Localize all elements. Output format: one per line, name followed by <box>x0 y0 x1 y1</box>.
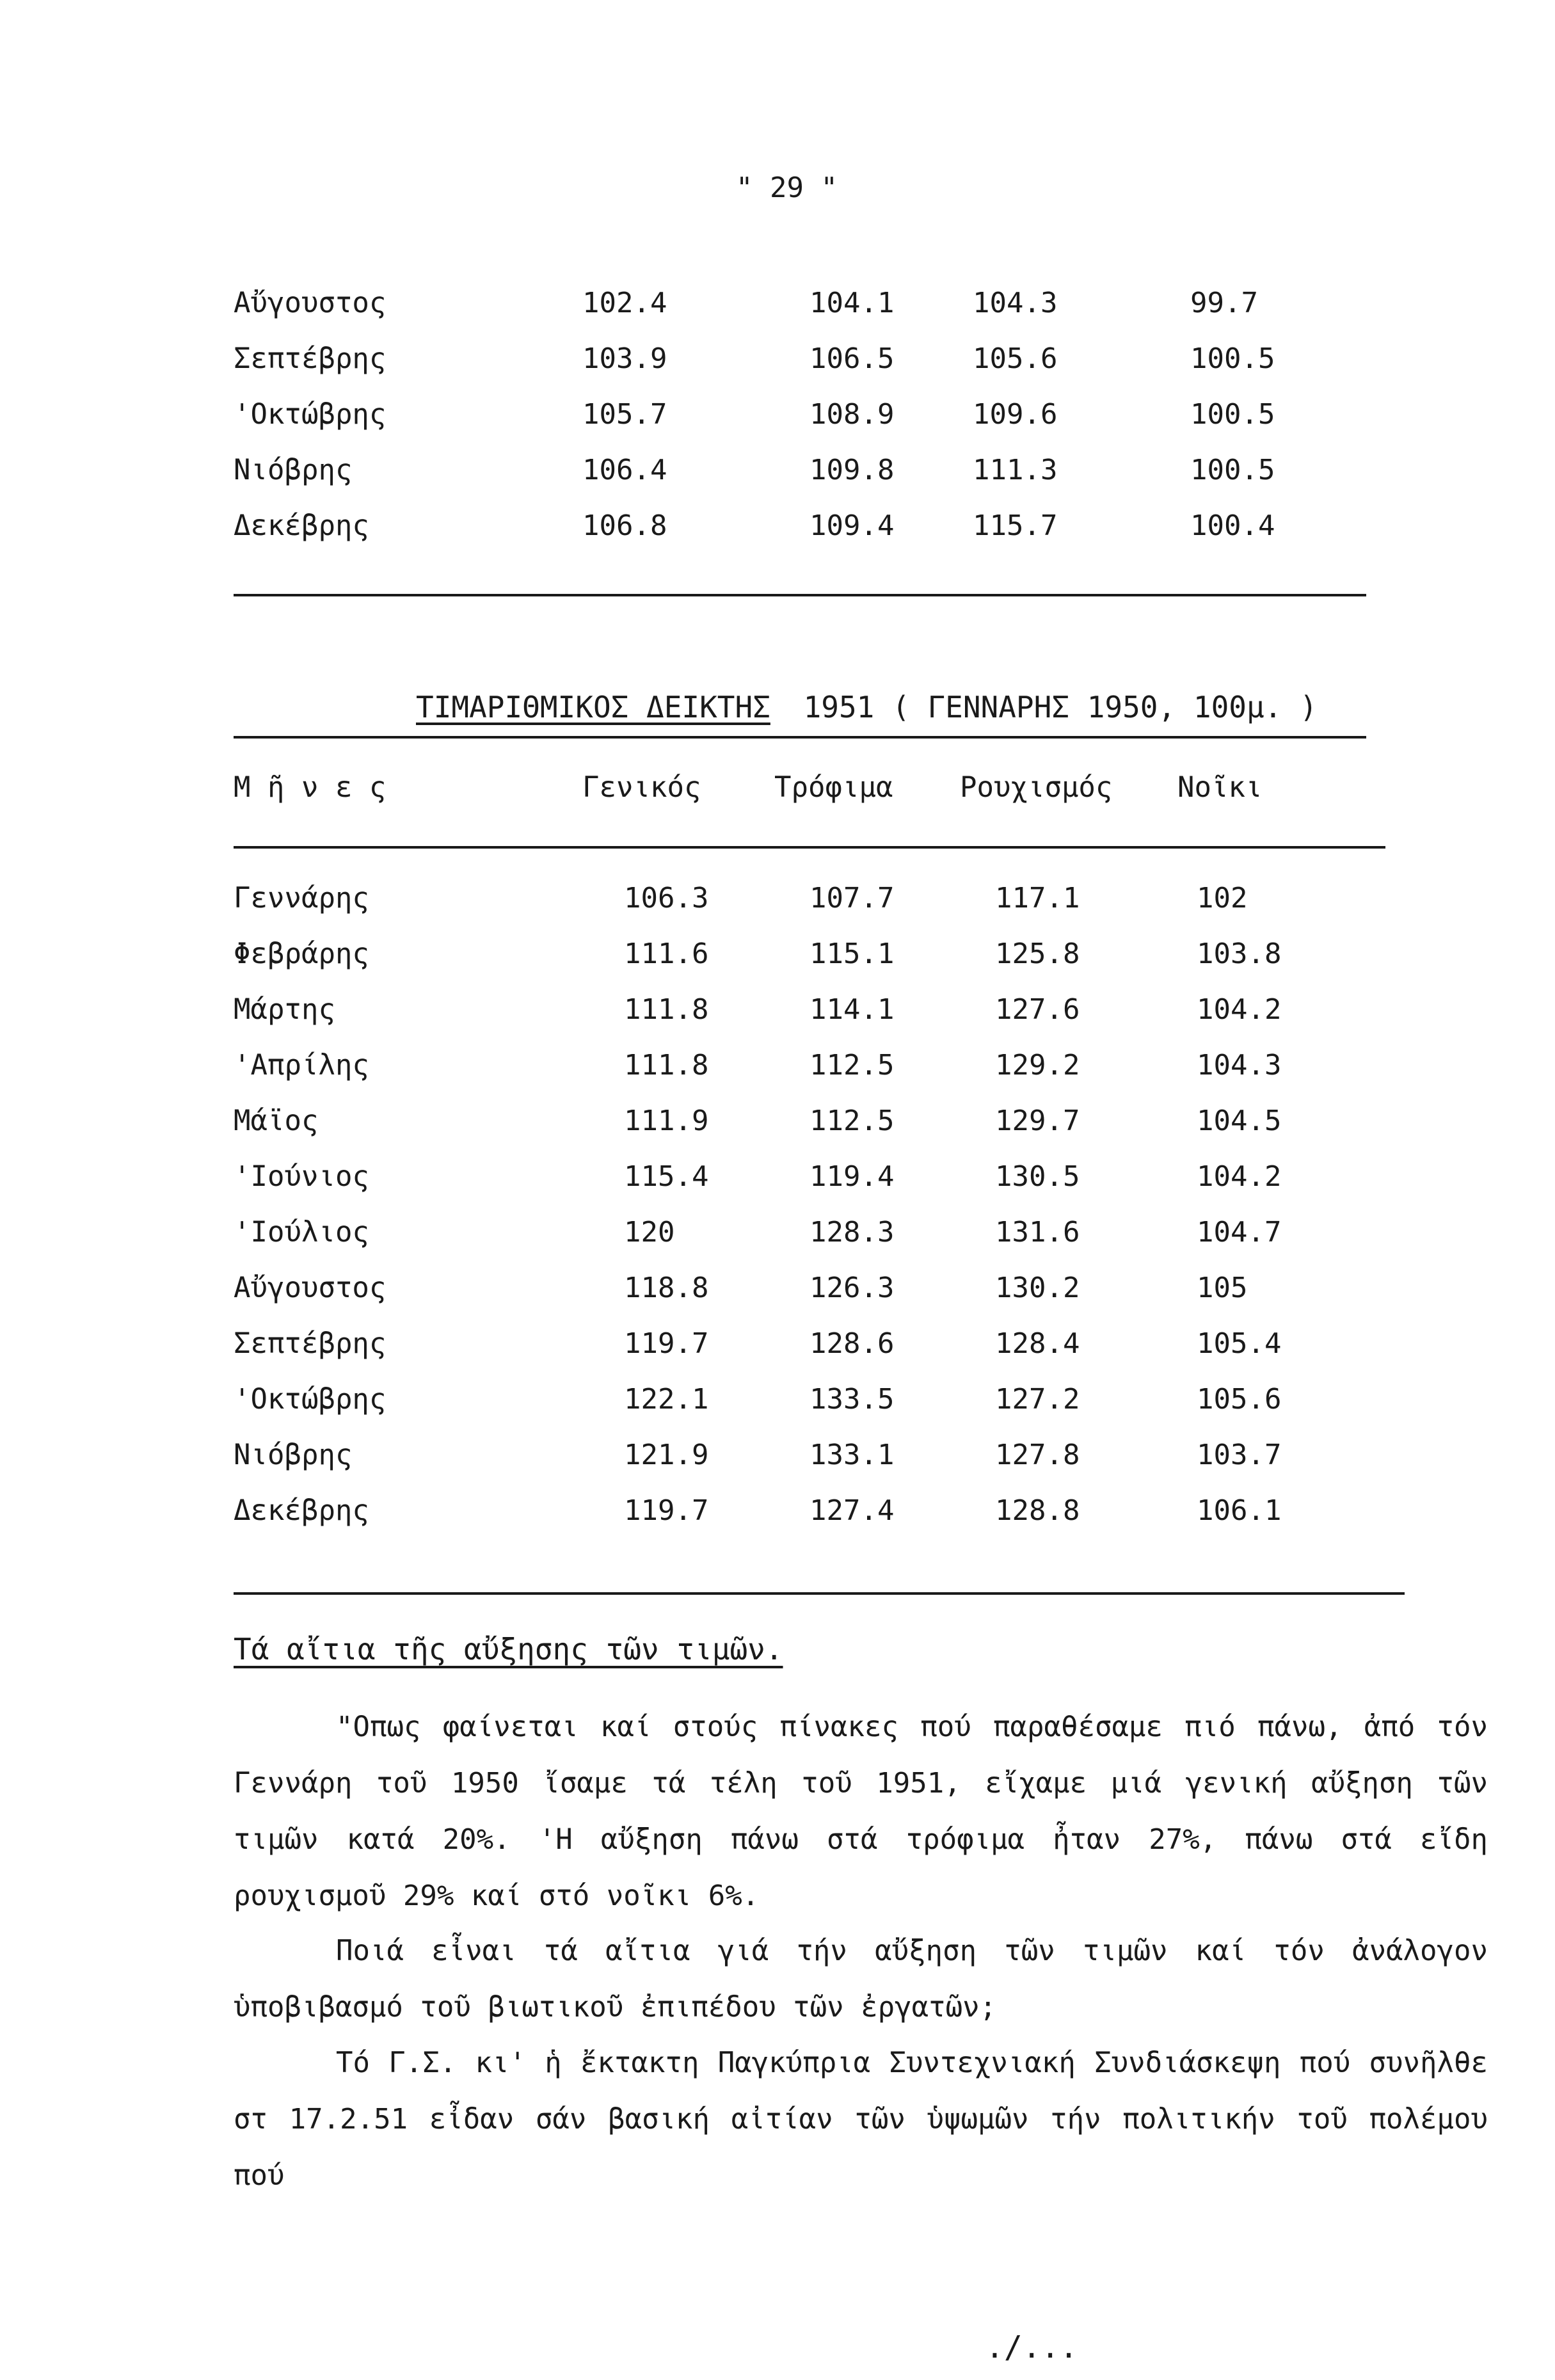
table-title <box>416 690 1318 724</box>
table-rule <box>234 594 1366 596</box>
value-cell: 130.2 <box>995 1272 1080 1304</box>
value-cell: 99.7 <box>1190 287 1258 319</box>
value-cell: 111.3 <box>973 454 1058 486</box>
value-cell: 112.5 <box>809 1049 895 1082</box>
value-cell: 105 <box>1197 1272 1248 1304</box>
month-cell: 'Ιούνιος <box>234 1160 369 1193</box>
month-cell: Μάρτης <box>234 993 335 1026</box>
month-cell: 'Οκτώβρης <box>234 398 387 431</box>
value-cell: 105.4 <box>1197 1327 1282 1360</box>
value-cell: 129.7 <box>995 1105 1080 1137</box>
value-cell: 111.8 <box>624 993 709 1026</box>
month-cell: Αὔγουστος <box>234 287 387 319</box>
value-cell: 106.3 <box>624 882 709 914</box>
value-cell: 119.4 <box>809 1160 895 1193</box>
month-cell: Σεπτέβρης <box>234 1327 387 1360</box>
value-cell: 102 <box>1197 882 1248 914</box>
value-cell: 119.7 <box>624 1494 709 1527</box>
value-cell: 112.5 <box>809 1105 895 1137</box>
header-general: Γενικός <box>582 771 701 804</box>
value-cell: 127.4 <box>809 1494 895 1527</box>
paragraph: Ποιά εἶναι τά αἴτια γιά τήν αὔξηση τῶν τιμῶν καί τόν ἀνάλογον ὑποβιβασμό τοῦ βιωτικοῦ ἐπιπέδου τῶν ἐργατῶν; <box>234 1935 1488 2024</box>
value-cell: 106.4 <box>582 454 667 486</box>
paragraph: "Οπως φαίνεται καί στούς πίνακες πού παραθέσαμε πιό πάνω, ἀπό τόν Γεννάρη τοῦ 1950 ἴσαμε τά τέλη τοῦ 1951, εἴχαμε μιά γενική αὔξηση τῶν τιμῶν κατά 20%. 'Η αὔξηση πάνω στά τρόφιμα ἦταν 27%, πάνω στά εἴδη ρουχισμοῦ 29% καί στό νοῖκι 6%. <box>234 1711 1488 1912</box>
value-cell: 104.1 <box>809 287 895 319</box>
value-cell: 115.7 <box>973 509 1058 542</box>
value-cell: 106.8 <box>582 509 667 542</box>
value-cell: 133.1 <box>809 1439 895 1471</box>
value-cell: 106.1 <box>1197 1494 1282 1527</box>
value-cell: 104.2 <box>1197 993 1282 1026</box>
header-food: Τρόφιμα <box>774 771 893 804</box>
value-cell: 119.7 <box>624 1327 709 1360</box>
value-cell: 111.9 <box>624 1105 709 1137</box>
value-cell: 115.4 <box>624 1160 709 1193</box>
month-cell: Νιόβρης <box>234 1439 353 1471</box>
value-cell: 107.7 <box>809 882 895 914</box>
value-cell: 100.5 <box>1190 342 1275 375</box>
month-cell: Δεκέβρης <box>234 1494 369 1527</box>
value-cell: 127.2 <box>995 1383 1080 1416</box>
value-cell: 105.6 <box>1197 1383 1282 1416</box>
month-cell: Νιόβρης <box>234 454 353 486</box>
value-cell: 104.5 <box>1197 1105 1282 1137</box>
value-cell: 126.3 <box>809 1272 895 1304</box>
value-cell: 128.8 <box>995 1494 1080 1527</box>
value-cell: 105.6 <box>973 342 1058 375</box>
value-cell: 129.2 <box>995 1049 1080 1082</box>
table-rule <box>234 846 1385 849</box>
value-cell: 115.1 <box>809 938 895 970</box>
table-title-main: ΤΙΜΑΡΙΘΜΙΚΟΣ ΔΕΙΚΤΗΣ <box>416 690 770 724</box>
value-cell: 108.9 <box>809 398 895 431</box>
month-cell: Αὔγουστος <box>234 1272 387 1304</box>
value-cell: 104.3 <box>1197 1049 1282 1082</box>
value-cell: 104.3 <box>973 287 1058 319</box>
value-cell: 100.4 <box>1190 509 1275 542</box>
value-cell: 104.2 <box>1197 1160 1282 1193</box>
value-cell: 103.7 <box>1197 1439 1282 1471</box>
month-cell: 'Ιούλιος <box>234 1216 369 1249</box>
value-cell: 127.6 <box>995 993 1080 1026</box>
value-cell: 109.8 <box>809 454 895 486</box>
table-rule <box>234 736 1366 739</box>
month-cell: Φεβράρης <box>234 938 369 970</box>
value-cell: 109.6 <box>973 398 1058 431</box>
value-cell: 103.8 <box>1197 938 1282 970</box>
value-cell: 128.3 <box>809 1216 895 1249</box>
month-cell: Γεννάρης <box>234 882 369 914</box>
month-cell: 'Οκτώβρης <box>234 1383 387 1416</box>
value-cell: 125.8 <box>995 938 1080 970</box>
value-cell: 128.6 <box>809 1327 895 1360</box>
month-cell: Σεπτέβρης <box>234 342 387 375</box>
value-cell: 103.9 <box>582 342 667 375</box>
value-cell: 102.4 <box>582 287 667 319</box>
value-cell: 106.5 <box>809 342 895 375</box>
month-cell: 'Απρίλης <box>234 1049 369 1082</box>
value-cell: 120 <box>624 1216 675 1249</box>
table-rule <box>234 1592 1405 1595</box>
continuation-mark: ./... <box>985 2329 1078 2365</box>
value-cell: 104.7 <box>1197 1216 1282 1249</box>
value-cell: 105.7 <box>582 398 667 431</box>
table-title-period: 1951 ( ΓΕΝΝΑΡΗΣ 1950, 100μ. ) <box>803 690 1318 724</box>
value-cell: 114.1 <box>809 993 895 1026</box>
value-cell: 100.5 <box>1190 398 1275 431</box>
value-cell: 127.8 <box>995 1439 1080 1471</box>
value-cell: 121.9 <box>624 1439 709 1471</box>
section-heading: Τά αἴτια τῆς αὔξησης τῶν τιμῶν. <box>234 1632 783 1666</box>
value-cell: 122.1 <box>624 1383 709 1416</box>
header-clothing: Ρουχισμός <box>960 771 1113 804</box>
paragraph: Τό Γ.Σ. κι' ἡ ἔκτακτη Παγκύπρια Συντεχνιακή Συνδιάσκεψη πού συνῆλθε στ 17.2.51 εἶδαν σάν βασική αἰτίαν τῶν ὑψωμῶν τήν πολιτικήν τοῦ πολέμου πού <box>234 2047 1488 2192</box>
value-cell: 130.5 <box>995 1160 1080 1193</box>
value-cell: 118.8 <box>624 1272 709 1304</box>
value-cell: 100.5 <box>1190 454 1275 486</box>
header-rent: Νοῖκι <box>1177 771 1263 804</box>
page-number: " 29 " <box>736 172 838 204</box>
month-cell: Μάϊος <box>234 1105 319 1137</box>
value-cell: 128.4 <box>995 1327 1080 1360</box>
value-cell: 133.5 <box>809 1383 895 1416</box>
header-months: Μ ῆ ν ε ς <box>234 771 387 804</box>
value-cell: 117.1 <box>995 882 1080 914</box>
value-cell: 111.6 <box>624 938 709 970</box>
value-cell: 109.4 <box>809 509 895 542</box>
value-cell: 131.6 <box>995 1216 1080 1249</box>
value-cell: 111.8 <box>624 1049 709 1082</box>
month-cell: Δεκέβρης <box>234 509 369 542</box>
